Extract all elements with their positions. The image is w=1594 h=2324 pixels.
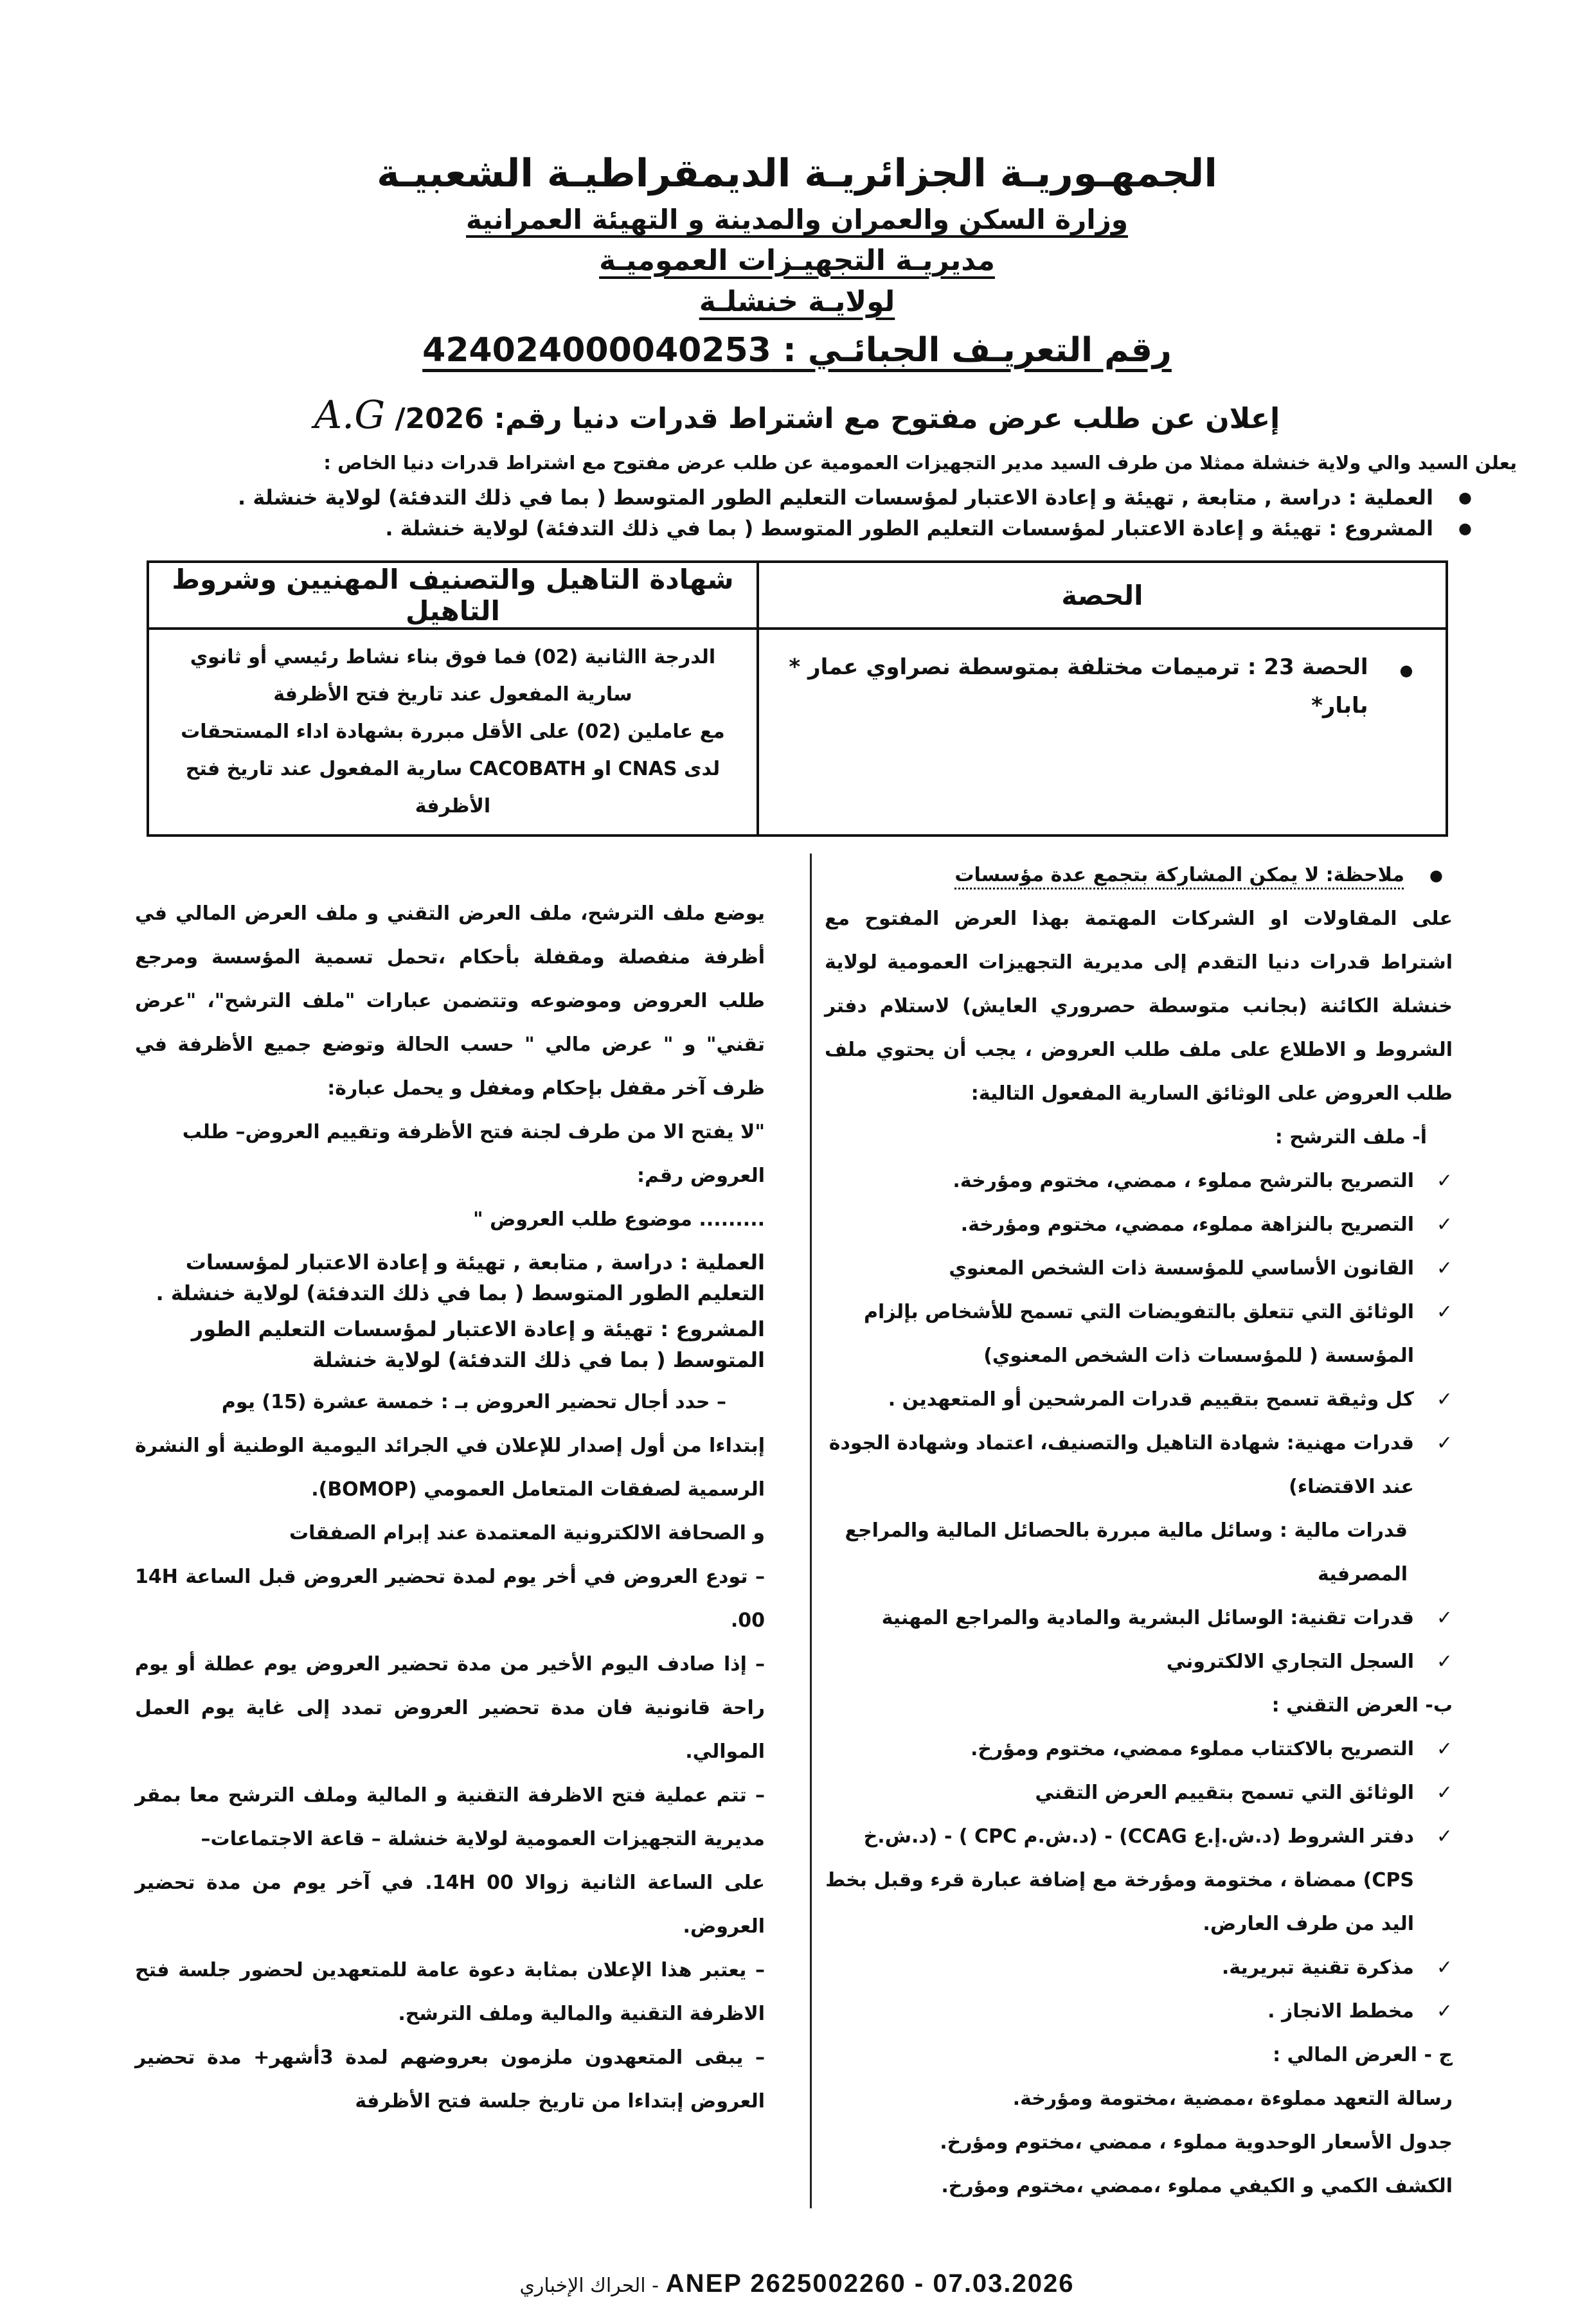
check-icon: ✓ — [1436, 1432, 1453, 1454]
qualification-grade: الدرجة االثانية (02) فما فوق بناء نشاط رئيسي أو ثانوي سارية المفعول عند تاريخ فتح الأظرفة — [190, 646, 716, 706]
check-icon: ✓ — [1436, 1607, 1453, 1629]
bullet-icon: ● — [1429, 866, 1443, 884]
press-text: و الصحافة الالكترونية المعتمدة عند إبرام الصفقات — [289, 1522, 765, 1544]
operation-bullet: ● العملية : دراسة , متابعة , تهيئة و إعادة الاعتبار لمؤسسات التعليم الطور المتوسط ( بما في ذلك التدفئة) لولاية خنشلة . — [122, 482, 1472, 513]
checklist-item — [825, 1946, 1453, 1990]
checklist-item-text: التصريح بالنزاهة مملوء، ممضي، مختوم ومؤرخة. — [960, 1213, 1414, 1236]
financial-item: جدول الأسعار الوحدوية مملوء ، ممضي ،مختوم ومؤرخ. — [940, 2131, 1453, 2154]
financial-item: الكشف الكمي و الكيفي مملوء ،ممضي ،مختوم ومؤرخ. — [941, 2175, 1453, 2197]
check-icon: ✓ — [1436, 1257, 1453, 1280]
check-icon: ✓ — [1436, 1650, 1453, 1673]
checklist-item-text: مذكرة تقنية تبريرية. — [1221, 1956, 1414, 1979]
deadline-text: – حدد أجال تحضير العروض بـ : خمسة عشرة (15) يوم — [221, 1391, 726, 1413]
checklist-item-text: دفتر الشروط (د.ش.إ.ع CCAG) - (د.ش.م CPC ) - (د.ش.خ CPS) ممضاة ، مختومة ومؤرخة مع إضافة عبارة قرء وقبل بخط اليد من طرف العارض. — [825, 1825, 1414, 1935]
checklist-item — [825, 1640, 1453, 1684]
project-bullet: ● المشروع : تهيئة و إعادة الاعتبار لمؤسسات التعليم الطور المتوسط ( بما في ذلك التدفئة) لولاية خنشلة . — [122, 513, 1472, 544]
checklist-item-text: السجل التجاري الالكتروني — [1166, 1650, 1414, 1673]
note-text: ملاحظة: لا يمكن المشاركة بتجمع عدة مؤسسات — [954, 864, 1404, 886]
checklist-item — [825, 1203, 1453, 1247]
two-column-body — [135, 854, 1459, 2208]
checklist-item — [825, 1247, 1453, 1291]
directorate-heading: مديريـة التجهيـزات العموميـة — [599, 244, 995, 277]
opening-text: – تتم عملية فتح الاظرفة التقنية و المالية وملف الترشح معا بمقر مديرية التجهيزات العمومية لولاية خنشلة – قاعة الاجتماعات– — [135, 1784, 765, 1850]
validity-text: – يبقى المتعهدون ملزمون بعروضهم لمدة 3أشهر+ مدة تحضير العروض إبتداءا من تاريخ جلسة فتح الأظرفة — [135, 2046, 765, 2113]
check-icon: ✓ — [1436, 1301, 1453, 1323]
check-icon: ✓ — [1436, 1782, 1453, 1804]
announcement-title — [186, 392, 1408, 442]
lot-column-header: الحصة — [758, 562, 1446, 629]
tax-id-value: 424024000040253 — [422, 331, 771, 370]
operation-bullets — [122, 482, 1472, 544]
ministry-heading: وزارة السكن والعمران والمدينة و التهيئة العمرانية — [466, 204, 1128, 235]
checklist-item — [825, 1728, 1453, 1771]
checklist-item — [825, 1815, 1453, 1946]
wilaya-heading: لولايـة خنشلـة — [699, 285, 895, 318]
checklist-item — [825, 1159, 1453, 1203]
lot-description: الحصة 23 : ترميمات مختلفة بمتوسطة نصراوي عمار * بابار* — [789, 654, 1368, 719]
checklist-item — [825, 1422, 1453, 1509]
invitation-text: – يعتبر هذا الإعلان بمثابة دعوة عامة للمتعهدين لحضور جلسة فتح الاظرفة التقنية والمالية وملف الترشح. — [135, 1959, 765, 2025]
financial-capacity: قدرات مالية : وسائل مالية مبررة بالحصائل المالية والمراجع المصرفية — [845, 1519, 1408, 1586]
checklist-item-text: مخطط الانجاز . — [1267, 2000, 1414, 2023]
checklist-item-text: التصريح بالاكتتاب مملوء ممضي، مختوم ومؤرخ. — [971, 1738, 1414, 1760]
bullet-icon: ● — [1399, 661, 1413, 679]
checklist-item-text: قدرات تقنية: الوسائل البشرية والمادية والمراجع المهنية — [881, 1607, 1414, 1629]
envelope-quote-line-1: "لا يفتح الا من طرف لجنة فتح الأظرفة وتقييم العروض– طلب العروض رقم: — [182, 1121, 765, 1187]
section-b-heading: ب- العرض التقني : — [1271, 1694, 1453, 1717]
checklist-item-text: قدرات مهنية: شهادة التاهيل والتصنيف، اعتماد وشهادة الجودة عند الاقتضاء) — [828, 1432, 1414, 1498]
tax-id-label: رقم التعريـف الجبائـي : — [782, 331, 1172, 370]
handwritten-number: A.G — [314, 393, 386, 438]
publication-name: الحراك الإخباري - — [519, 2275, 659, 2297]
announcement-title-text: إعلان عن طلب عرض مفتوح مع اشتراط قدرات دنيا رقم: — [494, 402, 1280, 435]
table-header-row — [148, 562, 1447, 629]
check-icon: ✓ — [1436, 2000, 1453, 2023]
checklist-item-text: الوثائق التي تسمح بتقييم العرض التقني — [1035, 1782, 1414, 1804]
deadline-from-text: إبتداءا من أول إصدار للإعلان في الجرائد اليومية الوطنية أو النشرة الرسمية لصفقات المتعامل العمومي (BOMOP). — [135, 1435, 765, 1501]
announcement-intro: يعلن السيد والي ولاية خنشلة ممثلا من طرف السيد مدير التجهيزات العمومية عن طلب عرض مفتوح مع اشتراط قدرات دنيا الخاص : — [323, 452, 1517, 474]
check-icon: ✓ — [1436, 1956, 1453, 1979]
footer — [0, 2269, 1594, 2298]
submission-paragraph: على المقاولات او الشركات المهتمة بهذا العرض المفتوح مع اشتراط قدرات دنيا التقدم إلى مديرية التجهيزات العمومية لولاية خنشلة الكائنة (بجانب متوسطة حصروري العايش) لاستلام دفتر الشروط و الاطلاع على ملف طلب العروض ، يجب أن يحتوي ملف طلب العروض على الوثائق السارية المفعول التالية: — [825, 907, 1453, 1105]
checklist-item — [825, 1771, 1453, 1815]
opening-time-text: على الساعة الثانية زوالا 14H 00. في آخر يوم من مدة تحضير العروض. — [135, 1872, 765, 1938]
lots-table — [147, 560, 1448, 837]
holiday-text: – إذا صادف اليوم الأخير من مدة تحضير العروض يوم عطلة أو يوم راحة قانونية فان مدة تحضير العروض تمدد إلى غاية يوم العمل الموالي. — [135, 1653, 765, 1763]
right-column — [810, 854, 1459, 2208]
checklist-item — [825, 1990, 1453, 2034]
qualification-column-header: شهادة التاهيل والتصنيف المهنيين وشروط التاهيل — [148, 562, 758, 629]
note — [825, 854, 1453, 897]
section-c-heading: ج - العرض المالي : — [1273, 2044, 1453, 2066]
check-icon: ✓ — [1436, 1738, 1453, 1760]
checklist-item-text: القانون الأساسي للمؤسسة ذات الشخص المعنوي — [949, 1257, 1414, 1280]
section-a-heading: أ- ملف الترشح : — [1275, 1126, 1427, 1149]
table-row — [148, 629, 1447, 836]
check-icon: ✓ — [1436, 1825, 1453, 1848]
left-column — [135, 854, 771, 2208]
checklist-item — [825, 1378, 1453, 1422]
project-text: المشروع : تهيئة و إعادة الاعتبار لمؤسسات التعليم الطور المتوسط ( بما في ذلك التدفئة) لولاية خنشلة — [191, 1317, 765, 1372]
check-icon: ✓ — [1436, 1388, 1453, 1411]
announcement-year: /2026 — [395, 402, 485, 435]
deposit-text: – تودع العروض في أخر يوم لمدة تحضير العروض قبل الساعة 14H 00. — [135, 1566, 765, 1632]
envelopes-paragraph: يوضع ملف الترشح، ملف العرض التقني و ملف العرض المالي في أظرفة منفصلة ومقفلة بأحكام ،تحمل تسمية المؤسسة ومرجع طلب العروض وموضوعه وتتضمن عبارات "ملف الترشح"، "عرض تقني" و " عرض مالي " حسب الحالة وتوضع جميع الأظرفة في ظرف آخر مقفل بإحكام ومغفل و يحمل عبارة: — [135, 902, 765, 1100]
tax-id-line — [315, 325, 1279, 375]
checklist-item-text: الوثائق التي تتعلق بالتفويضات التي تسمح للأشخاص بإلزام المؤسسة ( للمؤسسات ذات الشخص المعنوي) — [863, 1301, 1414, 1367]
checklist-item-text: التصريح بالترشح مملوء ، ممضي، مختوم ومؤرخة. — [953, 1170, 1414, 1192]
check-icon: ✓ — [1436, 1213, 1453, 1236]
qualification-cell — [148, 629, 758, 836]
qualification-workers: مع عاملين (02) على الأقل مبررة بشهادة اداء المستحقات لدى CNAS او CACOBATH سارية المفعول عند تاريخ فتح الأظرفة — [181, 720, 725, 818]
financial-item: رسالة التعهد مملوءة ،ممضية ،مختومة ومؤرخة. — [1012, 2087, 1453, 2110]
lot-cell — [758, 629, 1446, 836]
checklist-item — [825, 1291, 1453, 1378]
checklist-item — [825, 1596, 1453, 1640]
operation-text: العملية : دراسة , متابعة , تهيئة و إعادة الاعتبار لمؤسسات التعليم الطور المتوسط ( بما في ذلك التدفئة) لولاية خنشلة . — [156, 1250, 765, 1305]
envelope-quote-line-2: ......... موضوع طلب العروض " — [472, 1208, 765, 1231]
check-icon: ✓ — [1436, 1170, 1453, 1192]
checklist-item-text: كل وثيقة تسمح بتقييم قدرات المرشحين أو المتعهدين . — [888, 1388, 1414, 1411]
republic-heading: الجمهـوريـة الجزائريـة الديمقراطيـة الشعبيـة — [377, 151, 1217, 196]
anep-reference: ANEP 2625002260 - 07.03.2026 — [665, 2269, 1075, 2298]
